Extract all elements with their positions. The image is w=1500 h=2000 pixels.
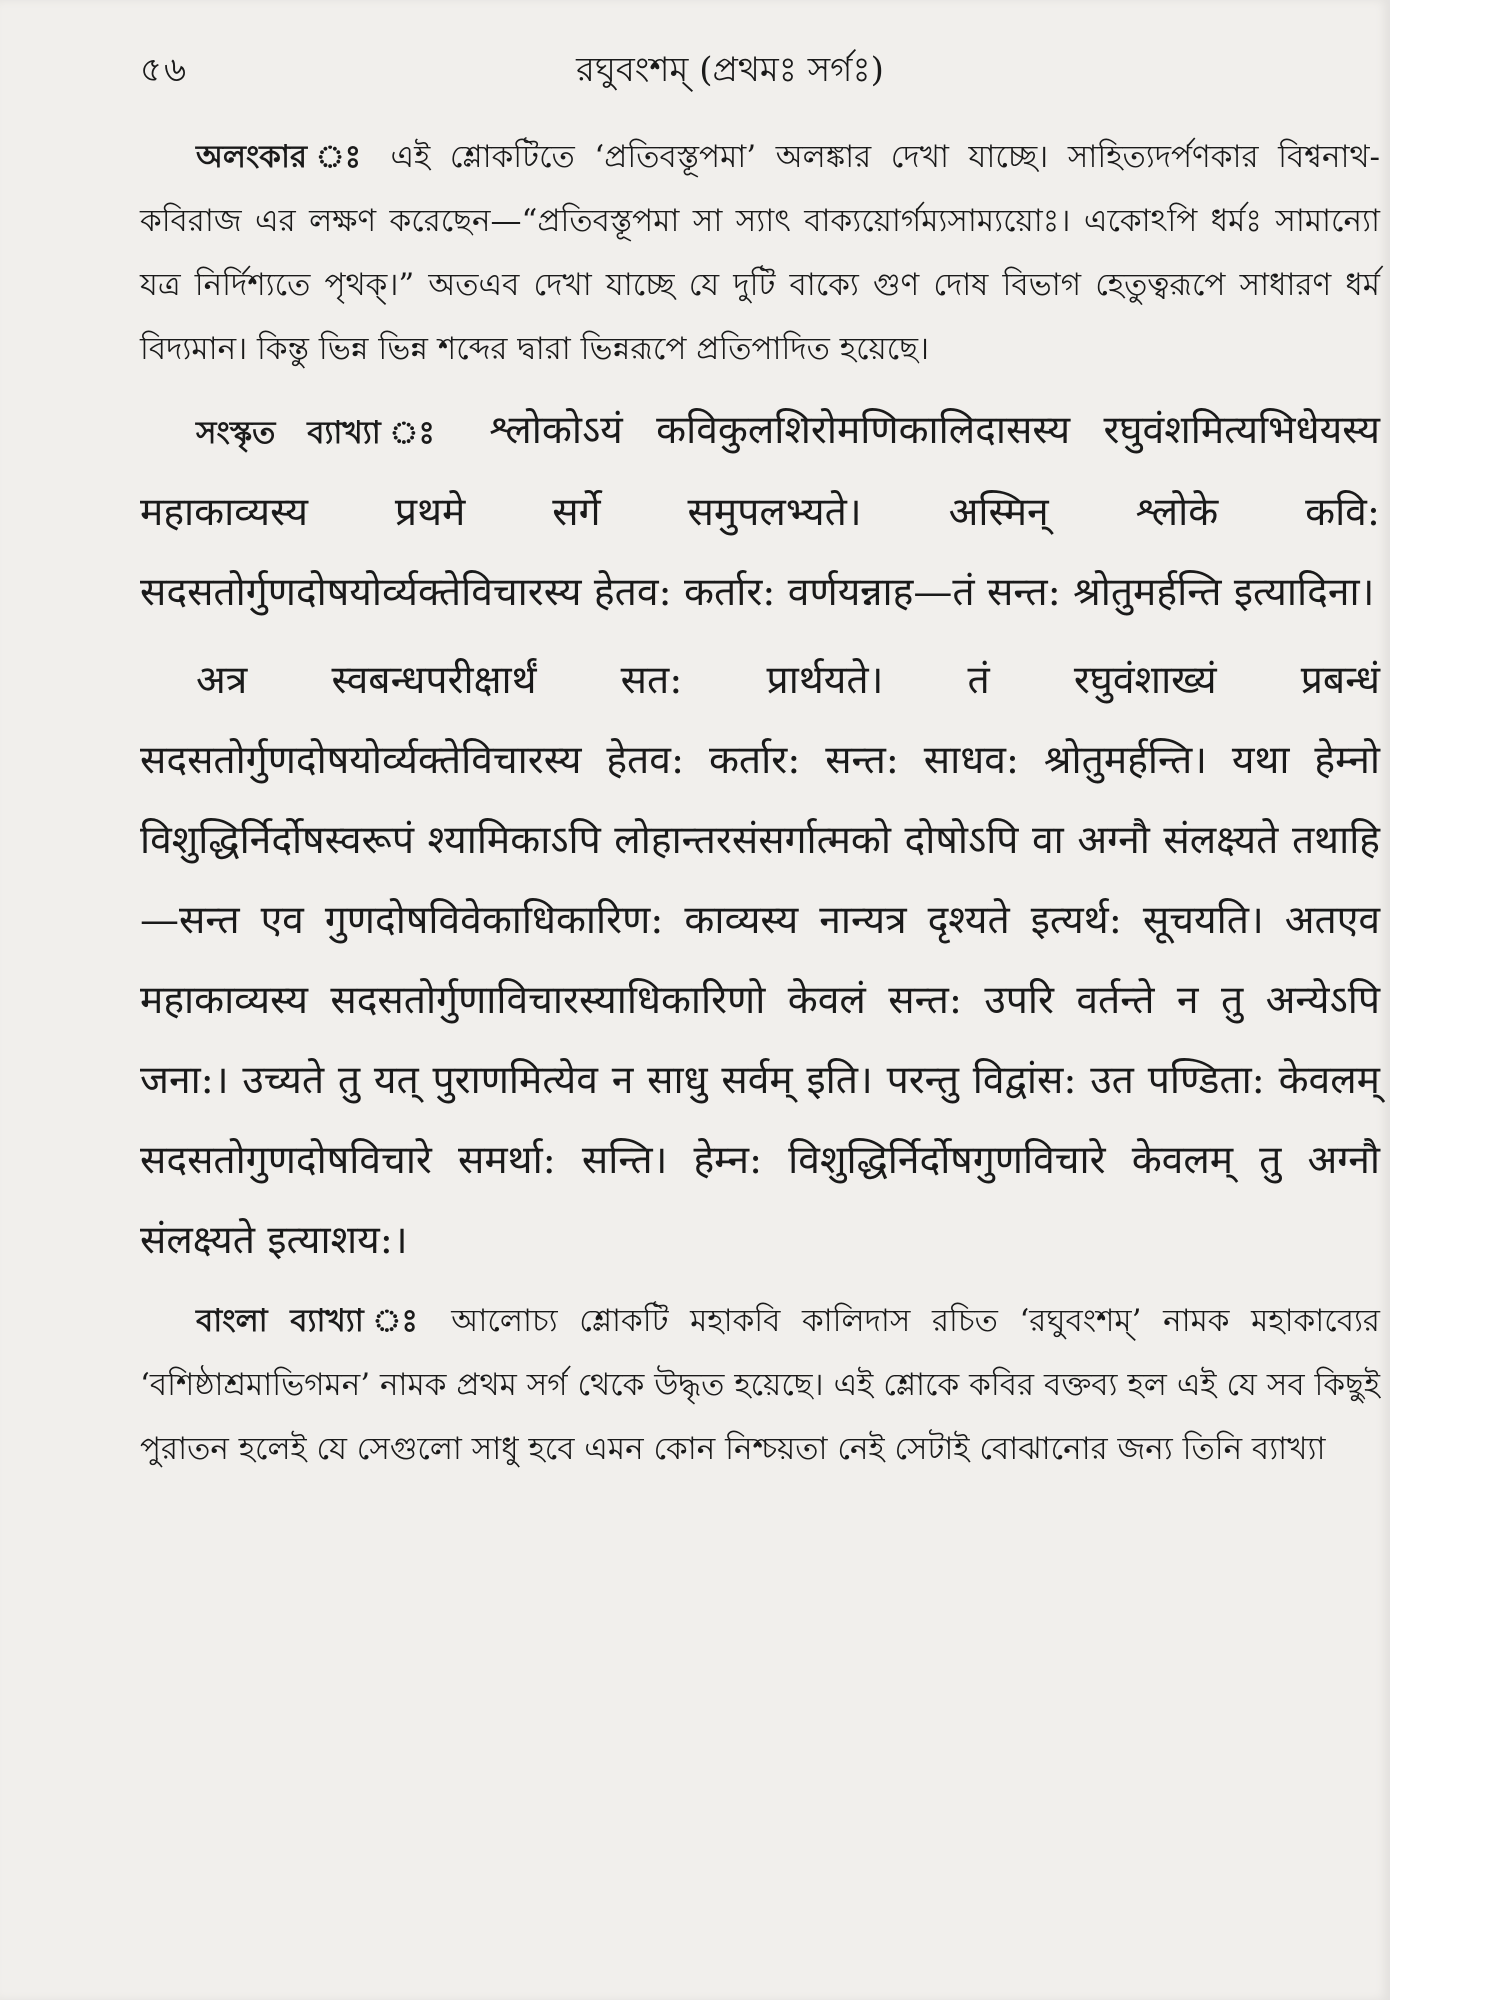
sanskrit-commentary-text: अत्र स्वबन्धपरीक्षार्थं सत: प्रार्थयते। तं रघुवंशाख्यं प्रबन्धं सदसतोर्गुणदोषयोर्व्यक्तेविचारस्य हेतव: कर्तार: सन्त: साधव: श्रोतुमर्हन्ति। यथा हेम्नो विशुद्धिर्निर्दोषस्वरूपं श्यामिकाऽपि लोहान्तरसंसर्गात्मको दोषोऽपि वा अग्नौ संलक्ष्यते तथाहि—सन्त एव गुणदोषविवेकाधिकारिण: काव्यस्य नान्यत्र दृश्यते इत्यर्थ: सूचयति। अतएव महाकाव्यस्य सदसतोर्गुणाविचारस्याधिकारिणो केवलं सन्त: उपरि वर्तन्ते न तु अन्येऽपि जना:। उच्यते तु यत् पुराणमित्येव न साधु सर्वम् इति। परन्तु विद्वांस: उत पण्डिता: केवलम् सदसतोगुणदोषविचारे समर्था: सन्ति। हेम्न: विशुद्धिर्निर्दोषगुणविचारे केवलम् तु अग्नौ संलक्ष्यते इत्याशय:। xyxy=(140,658,1380,1263)
sanskrit-explanation-text: श्लोकोऽयं कविकुलशिरोमणिकालिदासस्य रघुवंशमित्यभिधेयस्य महाकाव्यस्य प्रथमे सर्गे समुपलभ्यते। अस्मिन् श्लोके कवि: सदसतोर्गुणदोषयोर्व्यक्तेविचारस्य हेतव: कर्तार: वर्णयन्नाह—तं सन्त: श्रोतुमर्हन्ति इत्यादिना। xyxy=(140,408,1380,615)
sanskrit-explanation-label: সংস্কৃত ব্যাখ্যা ঃ xyxy=(196,415,456,451)
alankar-text: এই শ্লোকটিতে ‘প্রতিবস্তূপমা’ অলঙ্কার দেখা যাচ্ছে। সাহিত্যদর্পণকার বিশ্বনাথ-কবিরাজ এর লক্ষণ করেছেন—“প্রতিবস্তূপমা সা স্যাৎ বাক্যয়োর্গম্যসাম্যয়োঃ। একোঽপি ধর্মঃ সামান্যো যত্র নির্দিশ্যতে পৃথক্।” অতএব দেখা যাচ্ছে যে দুটি বাক্যে গুণ দোষ বিভাগ হেতুত্বরূপে সাধারণ ধর্ম বিদ্যমান। কিন্তু ভিন্ন ভিন্ন শব্দের দ্বারা ভিন্নরূপে প্রতিপাদিত হয়েছে। xyxy=(140,139,1380,367)
bengali-explanation-label: বাংলা ব্যাখ্যা ঃ xyxy=(196,1303,430,1339)
page-body xyxy=(140,125,1380,1481)
alankar-paragraph xyxy=(140,125,1380,381)
sanskrit-commentary-paragraph xyxy=(140,641,1380,1281)
running-title: রঘুবংশম্ (প্রথমঃ সর্গঃ) xyxy=(576,50,884,90)
bengali-explanation-paragraph xyxy=(140,1289,1380,1481)
page-number: ৫৬ xyxy=(140,50,189,90)
alankar-label: অলংকার ঃ xyxy=(196,139,371,175)
bengali-explanation-text: আলোচ্য শ্লোকটি মহাকবি কালিদাস রচিত ‘রঘুবংশম্’ নামক মহাকাব্যের ‘বশিষ্ঠাশ্রমাভিগমন’ নামক প্রথম সর্গ থেকে উদ্ধৃত হয়েছে। এই শ্লোকে কবির বক্তব্য হল এই যে সব কিছুই পুরাতন হলেই যে সেগুলো সাধু হবে এমন কোন নিশ্চয়তা নেই সেটাই বোঝানোর জন্য তিনি ব্যাখ্যা xyxy=(140,1303,1380,1467)
sanskrit-explanation-paragraph xyxy=(140,391,1380,633)
page-header xyxy=(140,38,1320,98)
